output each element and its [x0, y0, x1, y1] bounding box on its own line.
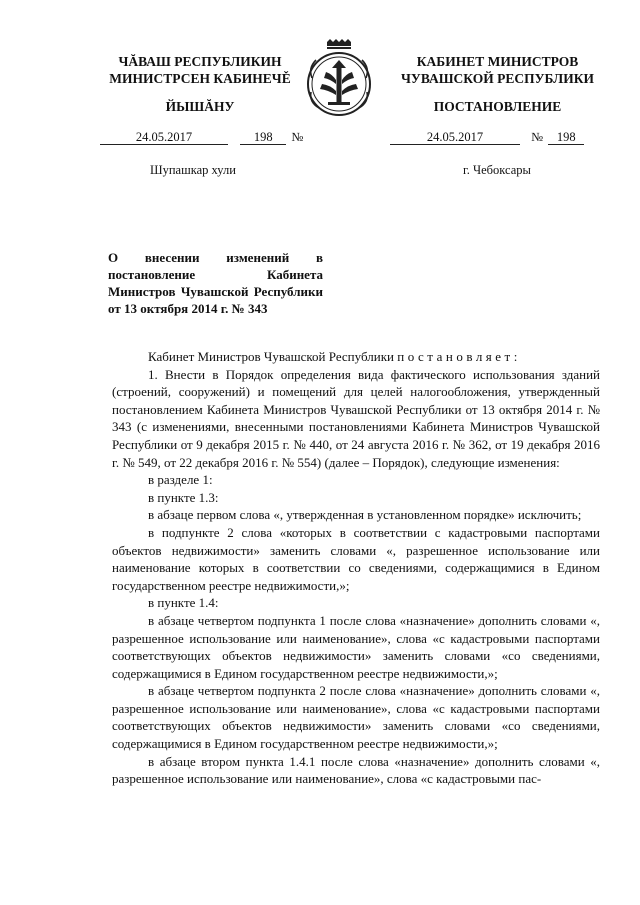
left-number: 198: [240, 130, 286, 145]
paragraph: в абзаце первом слова «, утвержденная в установленном порядке» исключить;: [148, 507, 582, 523]
left-place: Шупашкар хули: [150, 163, 236, 177]
paragraph: в абзаце четвертом подпункта 2 после слова «назначение» дополнить словами «, разрешенное использование или наименование», слова «с кадастровыми паспортами соответствующих объектов недвижимости» заменить словами «со сведениями, содержащимися в Едином государственном реестре недвижимости,»;: [112, 683, 600, 752]
right-header-line2: ЧУВАШСКОЙ РЕСПУБЛИКИ: [401, 71, 594, 86]
paragraph: в абзаце втором пункта 1.4.1 после слова «назначение» дополнить словами «, разрешенное использование или наименование», слова «с кадастровыми пас-: [112, 753, 600, 787]
right-date-number-row: [390, 130, 584, 146]
right-header: [385, 53, 610, 87]
paragraph: в абзаце четвертом подпункта 1 после слова «назначение» дополнить словами «, разрешенное использование или наименование», слова «с кадастровыми паспортами соответствующих объектов недвижимости» заменить словами «со сведениями, содержащимися в Едином государственном реестре недвижимости,»;: [112, 612, 600, 681]
paragraph: в разделе 1:: [148, 472, 213, 488]
left-date-number-row: [100, 130, 305, 146]
document-title: О внесении изменений в постановление Кабинета Министров Чувашской Республики от 13 октября 2014 г. № 343: [108, 250, 323, 316]
left-header: [100, 53, 300, 87]
left-date: 24.05.2017: [100, 130, 228, 145]
right-header-line1: КАБИНЕТ МИНИСТРОВ: [416, 54, 579, 69]
paragraph: в пункте 1.3:: [148, 489, 219, 505]
left-number-sign: №: [291, 130, 304, 144]
right-date: 24.05.2017: [390, 130, 520, 145]
right-number-sign: №: [531, 130, 544, 144]
intro-decree-word: постановляет:: [397, 349, 521, 364]
paragraph: 1. Внести в Порядок определения вида фактического использования зданий (строений, сооружений) и помещений для целей налогообложения, утвержденный постановлением Кабинета Министров Чувашской Республики от 13 октября 2014 г. № 343 (с изменениями, внесенными постановлениями Кабинета Министров Чувашской Республики от 9 декабря 2015 г. № 440, от 24 августа 2016 г. № 362, от 19 декабря 2016 г. № 549, от 22 декабря 2016 г. № 554) (далее – Порядок), следующие изменения:: [112, 366, 600, 470]
document-body: [112, 348, 600, 788]
paragraph: в подпункте 2 слова «которых в соответствии с кадастровыми паспортами объектов недвижимости» заменить словами «, разрешенное использование или наименование которых в соответствии со сведениями, содержащимися в Едином государственном реестре недвижимости,»;: [112, 524, 600, 593]
left-doc-type: ЙЫШĂНУ: [165, 99, 235, 114]
right-place: г. Чебоксары: [463, 163, 531, 177]
right-doc-type: ПОСТАНОВЛЕНИЕ: [433, 99, 562, 114]
paragraph: в пункте 1.4:: [148, 595, 219, 611]
coat-of-arms-icon: [300, 38, 378, 118]
intro-prefix: Кабинет Министров Чувашской Республики: [148, 349, 394, 364]
left-header-line1: ЧĂВАШ РЕСПУБЛИКИН: [118, 54, 282, 69]
intro-line: [112, 348, 600, 366]
right-number: 198: [548, 130, 584, 145]
left-header-line2: МИНИСТРСЕН КАБИНЕЧĚ: [109, 71, 291, 86]
